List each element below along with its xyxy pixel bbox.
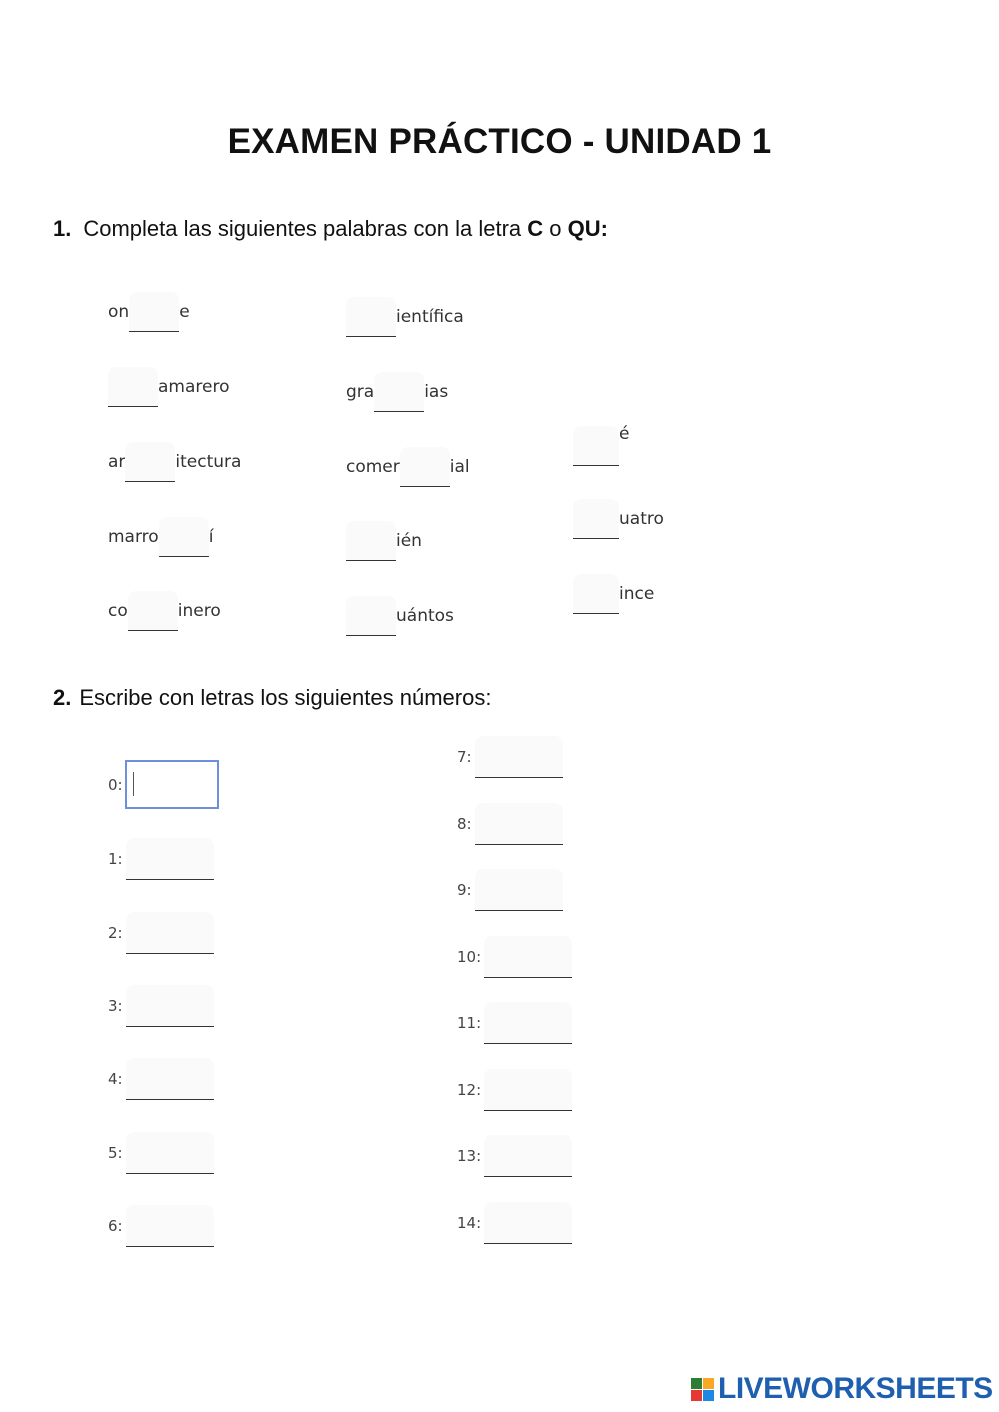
liveworksheets-logo[interactable]	[691, 1372, 993, 1406]
number-label: 8:	[457, 815, 472, 833]
number-label: 7:	[457, 748, 472, 766]
question-text-o: o	[543, 216, 568, 241]
number-row	[457, 936, 572, 978]
letter-blank-input[interactable]	[129, 292, 179, 332]
letter-blank-input[interactable]	[128, 591, 178, 631]
number-label: 14:	[457, 1214, 482, 1232]
number-label: 6:	[108, 1217, 123, 1235]
letter-blank-input[interactable]	[573, 499, 619, 539]
number-label: 0:	[108, 775, 123, 794]
word-item	[108, 589, 221, 633]
logo-square	[691, 1390, 702, 1401]
word-suffix: ién	[396, 531, 422, 551]
word-suffix: amarero	[158, 377, 230, 397]
number-answer-input[interactable]	[484, 1135, 572, 1177]
letter-qu: QU:	[567, 216, 608, 241]
logo-square	[703, 1390, 714, 1401]
number-answer-input[interactable]	[484, 1202, 572, 1244]
word-item	[346, 370, 448, 414]
letter-blank-input[interactable]	[159, 517, 209, 557]
letter-blank-input[interactable]	[573, 574, 619, 614]
number-label: 12:	[457, 1081, 482, 1099]
word-item	[346, 594, 454, 638]
number-answer-input[interactable]	[475, 736, 563, 778]
number-answer-input[interactable]	[126, 1058, 214, 1100]
word-item	[346, 519, 422, 563]
letter-blank-input[interactable]	[346, 596, 396, 636]
number-label: 4:	[108, 1070, 123, 1088]
number-row	[108, 912, 214, 954]
number-answer-input[interactable]	[126, 985, 214, 1027]
number-row	[457, 1202, 572, 1244]
question-2	[53, 685, 491, 711]
word-prefix: on	[108, 302, 130, 322]
number-label: 11:	[457, 1014, 482, 1032]
letter-blank-input[interactable]	[108, 367, 158, 407]
letter-blank-input[interactable]	[400, 447, 450, 487]
number-answer-input[interactable]	[484, 1069, 572, 1111]
number-answer-input[interactable]	[475, 869, 563, 911]
word-item	[573, 497, 664, 541]
word-item	[108, 290, 190, 334]
number-row	[457, 1069, 572, 1111]
number-row	[108, 1132, 214, 1174]
word-prefix: gra	[346, 382, 375, 402]
number-answer-input[interactable]	[125, 760, 219, 809]
letter-blank-input[interactable]	[374, 372, 424, 412]
number-answer-input[interactable]	[484, 1002, 572, 1044]
word-suffix: uatro	[619, 509, 664, 529]
word-item	[573, 572, 654, 616]
word-suffix: itectura	[175, 452, 242, 472]
word-item	[108, 515, 213, 559]
number-answer-input[interactable]	[126, 912, 214, 954]
number-answer-input[interactable]	[126, 1132, 214, 1174]
word-suffix: e	[179, 302, 190, 322]
word-prefix: co	[108, 601, 128, 621]
letter-blank-input[interactable]	[125, 442, 175, 482]
number-answer-input[interactable]	[126, 838, 214, 880]
question-1	[53, 216, 608, 242]
word-prefix: comer	[346, 457, 400, 477]
word-suffix: é	[619, 424, 630, 444]
word-prefix: marro	[108, 527, 159, 547]
number-label: 3:	[108, 997, 123, 1015]
letter-blank-input[interactable]	[346, 521, 396, 561]
number-row	[457, 1002, 572, 1044]
number-row	[457, 1135, 572, 1177]
word-suffix: í	[208, 527, 214, 547]
number-answer-input[interactable]	[126, 1205, 214, 1247]
number-label: 13:	[457, 1147, 482, 1165]
letter-c: C	[527, 216, 544, 241]
number-row	[457, 803, 563, 845]
number-answer-input[interactable]	[484, 936, 572, 978]
number-row	[108, 1205, 214, 1247]
number-row	[108, 985, 214, 1027]
number-label: 2:	[108, 924, 123, 942]
number-answer-input[interactable]	[475, 803, 563, 845]
word-suffix: inero	[177, 601, 221, 621]
logo-square	[703, 1378, 714, 1389]
word-suffix: uántos	[396, 606, 454, 626]
number-row	[457, 869, 563, 911]
word-item	[346, 295, 464, 339]
word-item	[108, 440, 241, 484]
logo-text: LIVEWORKSHEETS	[718, 1372, 993, 1405]
number-label: 9:	[457, 881, 472, 899]
page-title: EXAMEN PRÁCTICO - UNIDAD 1	[227, 122, 772, 161]
word-suffix: ientífica	[396, 307, 464, 327]
number-row	[457, 736, 563, 778]
number-label: 1:	[108, 850, 123, 868]
word-suffix: ince	[619, 584, 655, 604]
number-row	[108, 760, 219, 809]
number-label: 5:	[108, 1144, 123, 1162]
logo-square	[691, 1378, 702, 1389]
number-row	[108, 1058, 214, 1100]
word-item	[346, 445, 470, 489]
word-suffix: ias	[424, 382, 449, 402]
text-caret	[133, 772, 135, 796]
word-item	[573, 422, 629, 466]
word-item	[108, 365, 230, 409]
letter-blank-input[interactable]	[346, 297, 396, 337]
word-prefix: ar	[108, 452, 126, 472]
question-number: 1.	[53, 216, 72, 241]
question-text: Escribe con letras los siguientes números:	[79, 685, 492, 710]
question-number: 2.	[53, 685, 72, 710]
logo-grid-icon	[691, 1378, 714, 1401]
question-text: Completa las siguientes palabras con la letra	[83, 216, 528, 241]
number-row	[108, 838, 214, 880]
word-suffix: ial	[449, 457, 470, 477]
number-label: 10:	[457, 948, 482, 966]
letter-blank-input[interactable]	[573, 426, 619, 466]
